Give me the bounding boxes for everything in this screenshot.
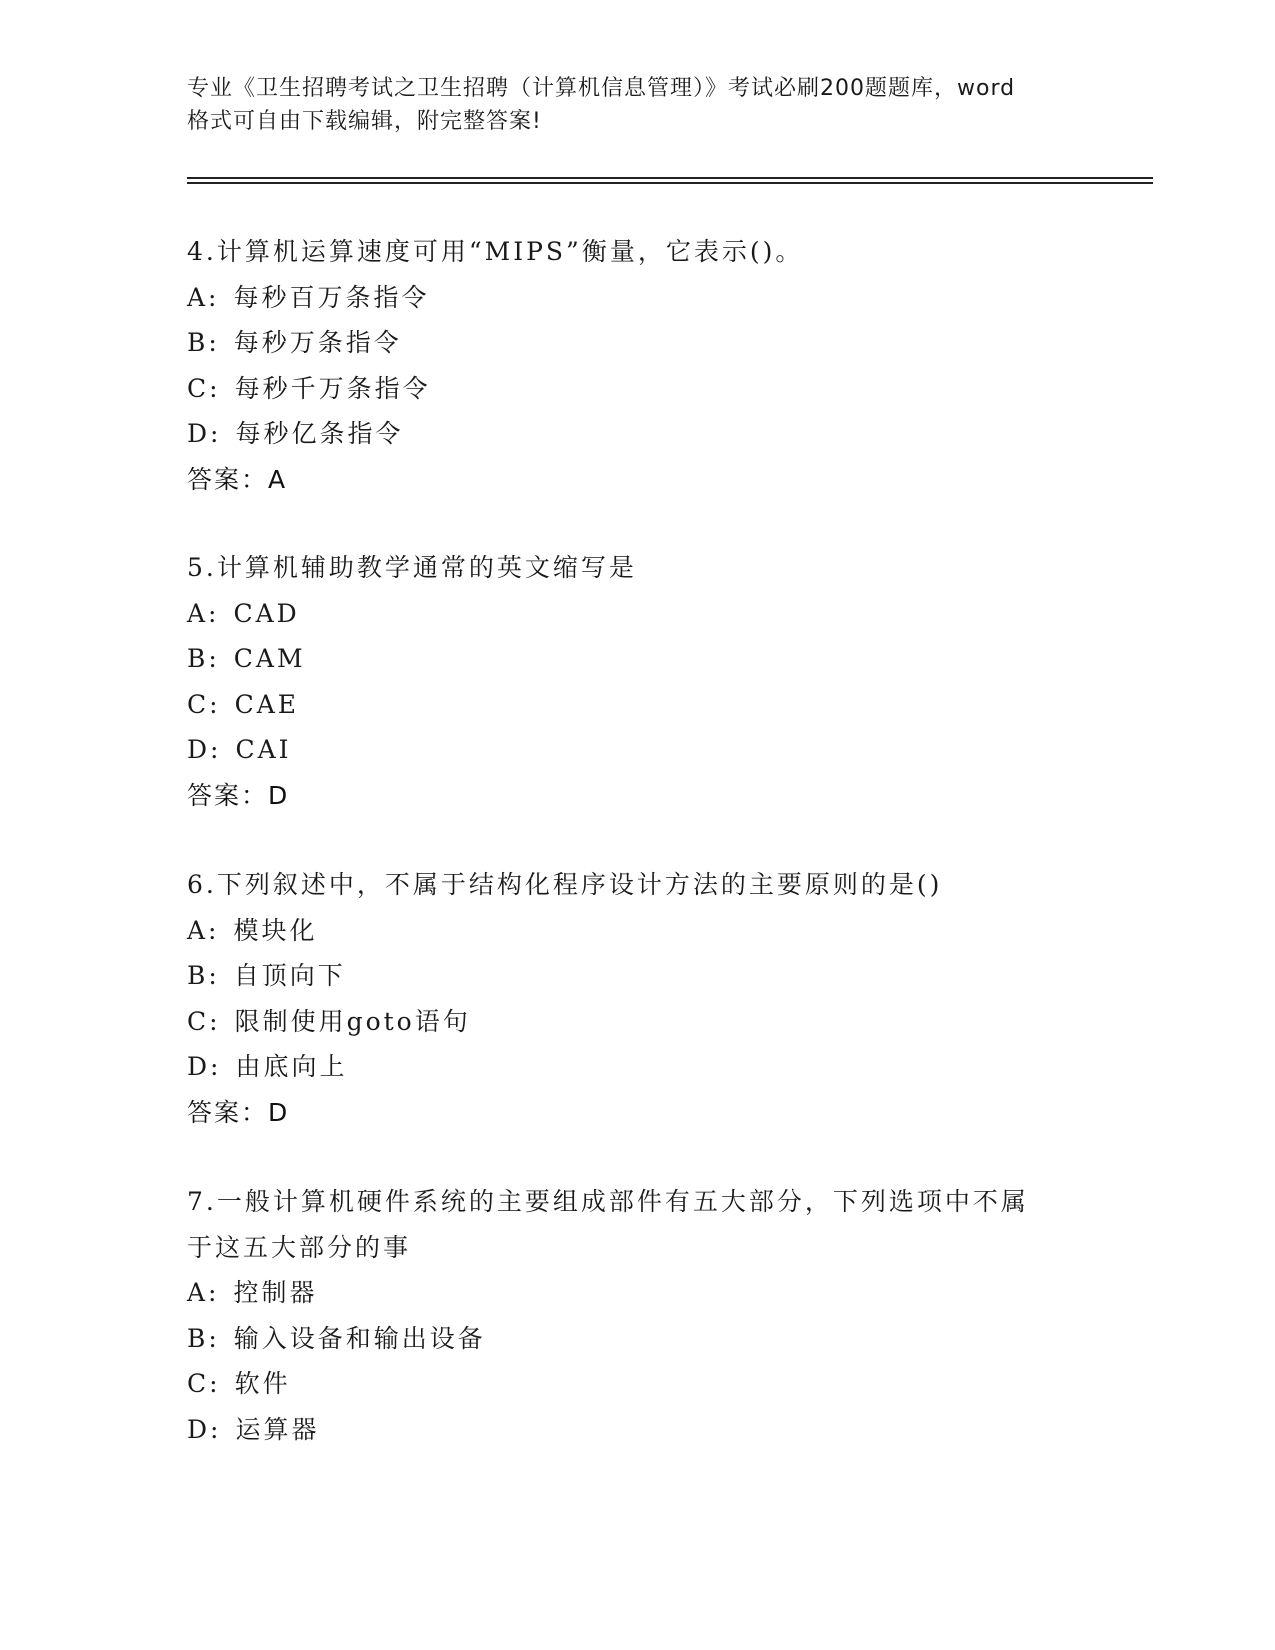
option-key: B: bbox=[187, 1323, 220, 1353]
option-key: A: bbox=[187, 915, 220, 945]
header-divider-bottom bbox=[187, 182, 1153, 184]
option-key: D: bbox=[187, 1414, 222, 1444]
option-key: D: bbox=[187, 735, 222, 764]
question-5 bbox=[187, 545, 1087, 818]
option-key: B: bbox=[187, 961, 220, 990]
option-text: CAD bbox=[233, 598, 300, 628]
option-d bbox=[187, 1044, 1087, 1090]
option-c bbox=[187, 999, 1087, 1045]
option-a bbox=[187, 591, 1087, 637]
option-d bbox=[187, 1407, 1087, 1453]
option-key: A: bbox=[187, 598, 220, 628]
option-key: C: bbox=[187, 373, 221, 403]
option-c bbox=[187, 1361, 1087, 1407]
document-header bbox=[187, 72, 1087, 138]
option-d bbox=[187, 411, 1087, 457]
option-b bbox=[187, 320, 1087, 366]
option-text: CAM bbox=[233, 644, 306, 673]
header-line-2: 格式可自由下载编辑，附完整答案! bbox=[187, 109, 542, 134]
option-text: 控制器 bbox=[233, 1278, 318, 1307]
option-text: 模块化 bbox=[233, 915, 318, 945]
option-text: 每秒万条指令 bbox=[233, 328, 402, 357]
option-text: CAE bbox=[234, 689, 299, 719]
question-title: 5.计算机辅助教学通常的英文缩写是 bbox=[187, 553, 637, 582]
question-title: 6.下列叙述中，不属于结构化程序设计方法的主要原则的是() bbox=[187, 870, 943, 899]
option-text: 由底向上 bbox=[235, 1052, 348, 1081]
header-line-1: 专业《卫生招聘考试之卫生招聘（计算机信息管理）》考试必刷200题题库，word bbox=[187, 76, 1016, 101]
question-title-line-2: 于这五大部分的事 bbox=[187, 1232, 412, 1262]
option-key: C: bbox=[187, 1006, 221, 1036]
option-b bbox=[187, 636, 1087, 682]
answer-line: 答案：D bbox=[187, 1097, 290, 1127]
option-key: B: bbox=[187, 328, 220, 357]
option-text: CAI bbox=[235, 735, 292, 764]
answer-line: 答案：D bbox=[187, 780, 290, 810]
header-divider-top bbox=[187, 177, 1153, 179]
question-title-line-1: 7.一般计算机硬件系统的主要组成部件有五大部分，下列选项中不属 bbox=[187, 1187, 1029, 1216]
option-text: 自顶向下 bbox=[233, 961, 346, 990]
option-key: D: bbox=[187, 419, 222, 448]
option-key: D: bbox=[187, 1052, 222, 1081]
option-a bbox=[187, 908, 1087, 954]
option-key: B: bbox=[187, 644, 220, 673]
option-text: 限制使用goto语句 bbox=[234, 1006, 471, 1036]
question-title: 4.计算机运算速度可用“MIPS”衡量，它表示()。 bbox=[187, 237, 804, 266]
option-b bbox=[187, 1316, 1087, 1362]
question-7 bbox=[187, 1179, 1087, 1452]
option-text: 软件 bbox=[234, 1369, 291, 1398]
option-c bbox=[187, 366, 1087, 412]
option-key: C: bbox=[187, 689, 221, 719]
option-text: 每秒百万条指令 bbox=[233, 282, 430, 312]
option-text: 输入设备和输出设备 bbox=[233, 1323, 486, 1353]
option-key: A: bbox=[187, 1278, 220, 1307]
option-key: C: bbox=[187, 1369, 221, 1398]
question-4 bbox=[187, 229, 1087, 502]
option-text: 每秒千万条指令 bbox=[234, 373, 431, 403]
option-key: A: bbox=[187, 282, 220, 312]
option-d bbox=[187, 727, 1087, 773]
question-6 bbox=[187, 862, 1087, 1135]
option-c bbox=[187, 682, 1087, 728]
option-text: 每秒亿条指令 bbox=[235, 419, 404, 448]
option-a bbox=[187, 275, 1087, 321]
answer-line: 答案：A bbox=[187, 464, 288, 494]
option-a bbox=[187, 1270, 1087, 1316]
option-text: 运算器 bbox=[235, 1414, 320, 1444]
option-b bbox=[187, 953, 1087, 999]
